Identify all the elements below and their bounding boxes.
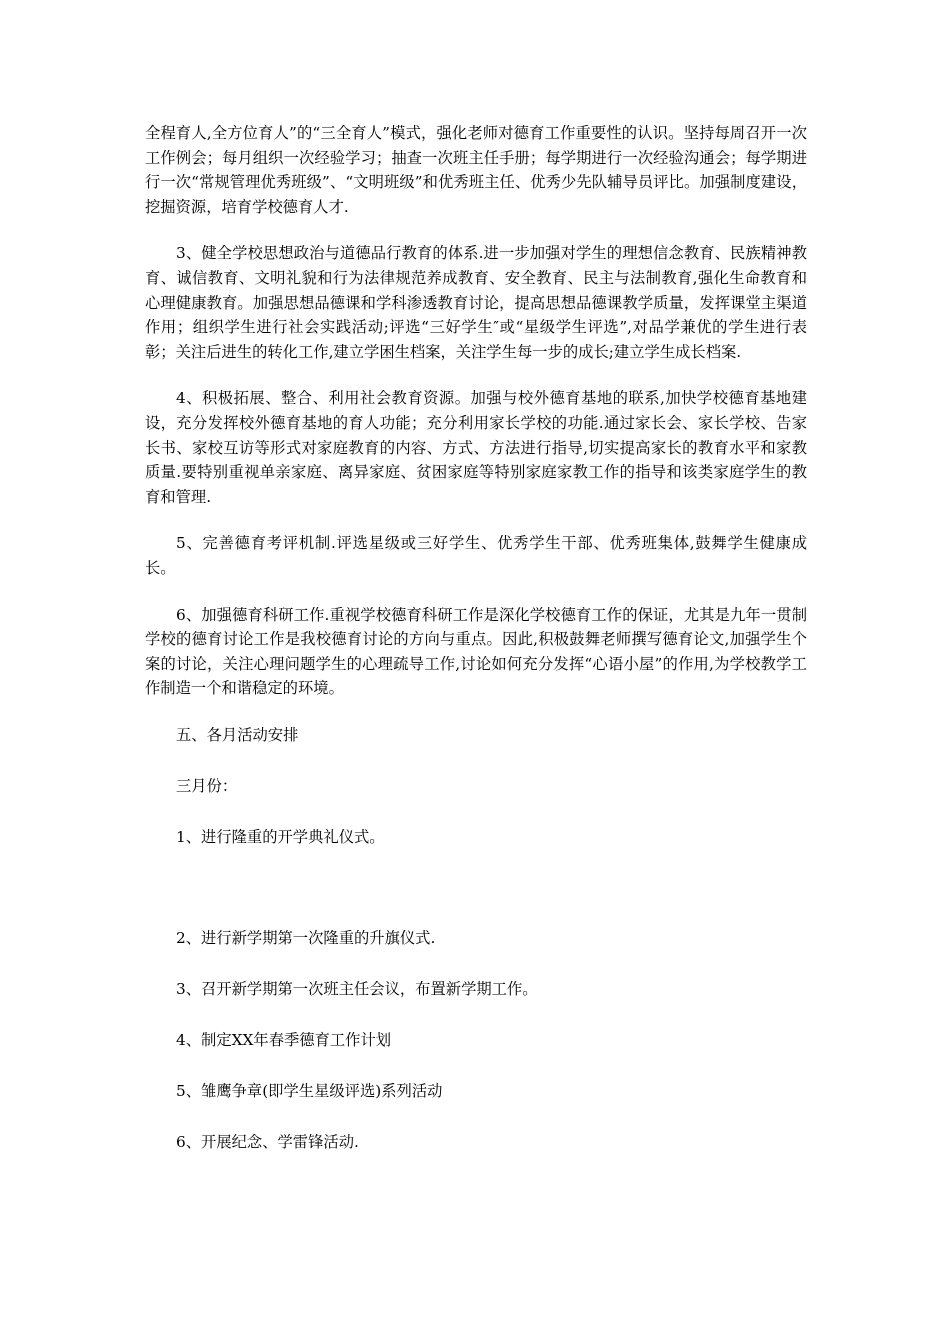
paragraph-continued: 全程育人,全方位育人”的“三全育人”模式，强化老师对德育工作重要性的认识。坚持每周召开一次工作例会；每月组织一次经验学习；抽查一次班主任手册；每学期进行一次经验沟通会；每学期进行一次“常规管理优秀班级”、“文明班级”和优秀班主任、优秀少先队辅导员评比。加强制度建设，挖掘资源，培育学校德育人才. [145, 124, 807, 216]
list-item: 4、制定XX年春季德育工作计划 [176, 1030, 392, 1049]
list-item: 5、雏鹰争章(即学生星级评选)系列活动 [176, 1081, 443, 1100]
paragraph-item-6: 6、加强德育科研工作.重视学校德育科研工作是深化学校德育工作的保证，尤其是九年一贯制学校的德育讨论工作是我校德育讨论的方向与重点。因此,积极鼓舞老师撰写德育论文,加强学生个案的讨论，关注心理问题学生的心理疏导工作,讨论如何充分发挥“心语小屋”的作用,为学校教学工作制造一个和谐稳定的环境。 [145, 605, 807, 698]
paragraph-item-3: 3、健全学校思想政治与道德品行教育的体系.进一步加强对学生的理想信念教育、民族精神教育、诚信教育、文明礼貌和行为法律规范养成教育、安全教育、民主与法制教育,强化生命教育和心理健康教育。加强思想品德课和学科渗透教育讨论，提高思想品德课教学质量，发挥课堂主渠道作用；组织学生进行社会实践活动;评选“三好学生″或“星级学生评选”,对品学兼优的学生进行表彰；关注后进生的转化工作,建立学困生档案，关注学生每一步的成长;建立学生成长档案. [145, 244, 807, 361]
list-item: 3、召开新学期第一次班主任会议，布置新学期工作。 [176, 979, 538, 998]
list-item: 2、进行新学期第一次隆重的升旗仪式. [176, 928, 436, 947]
document-page [145, 121, 807, 1181]
month-label: 三月份： [176, 776, 238, 795]
blank-gap [145, 876, 807, 926]
paragraph-item-4: 4、积极拓展、整合、利用社会教育资源。加强与校外德育基地的联系,加快学校德育基地建设，充分发挥校外德育基地的育人功能；充分利用家长学校的功能.通过家长会、家长学校、告家长书、家校互访等形式对家庭教育的内容、方式、方法进行指导,切实提高家长的教育水平和家教质量.要特别重视单亲家庭、离异家庭、贫困家庭等特别家庭家教工作的指导和该类家庭学生的教育和管理. [145, 389, 807, 506]
paragraph-item-5: 5、完善德育考评机制.评选星级或三好学生、优秀学生干部、优秀班集体,鼓舞学生健康成长。 [145, 534, 807, 577]
list-item: 6、开展纪念、学雷锋活动. [176, 1132, 359, 1151]
list-item: 1、进行隆重的开学典礼仪式。 [176, 827, 385, 846]
section-heading: 五、各月活动安排 [176, 725, 299, 744]
